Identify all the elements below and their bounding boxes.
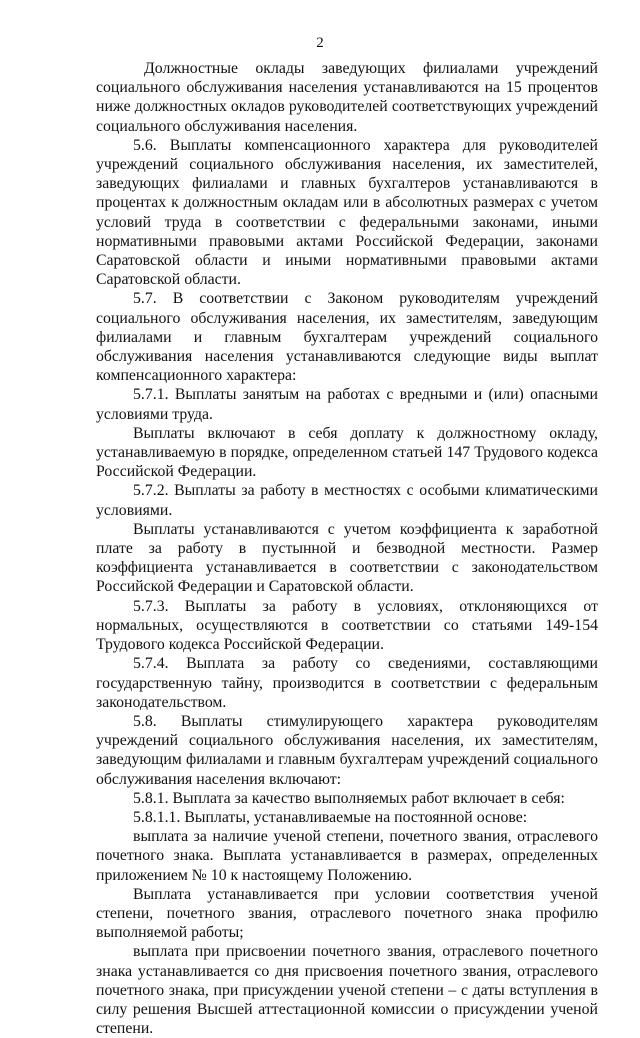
paragraph-5-6: 5.6. Выплаты компенсационного характера для руководителей учреждений социального обслуживания населения, их заместителей, заведующих филиалами и главных бухгалтеров устанавливаются в процентах к должностным окладам или в абсолютных размерах с учетом условий труда в соответствии с федеральными законами, иными нормативными правовыми актами Российской Федерации, законами Саратовской области и иными нормативными правовыми актами Саратовской области. [96,136,598,289]
paragraph-5-7-1: 5.7.1. Выплаты занятым на работах с вредными и (или) опасными условиями труда. [96,386,598,423]
paragraph: выплата при присвоении почетного звания, отраслевого почетного знака устанавливается со дня присвоения почетного звания, отраслевого почетного знака, при присуждении ученой степени – с даты вступления в силу решения Высшей аттестационной комиссии о присуждении ученой степени. [96,943,598,1038]
paragraph-5-8-1-1: 5.8.1.1. Выплаты, устанавливаемые на постоянной основе: [133,808,528,826]
paragraph-5-7-4: 5.7.4. Выплата за работу со сведениями, составляющими государственную тайну, производится в соответствии с федеральным законодательством. [96,655,598,711]
paragraph-5-8: 5.8. Выплаты стимулирующего характера руководителям учреждений социального обслуживания населения, их заместителям, заведующим филиалами и главным бухгалтерам учреждений социального обслуживания населения включают: [96,712,598,788]
paragraph: Выплаты устанавливаются с учетом коэффициента к заработной плате за работу в пустынной и безводной местности. Размер коэффициента устанавливается в соответствии с законодательством Российской Федерации и Саратовской области. [96,520,598,596]
page-number: 2 [316,35,324,51]
paragraph: Выплата устанавливается при условии соответствия ученой степени, почетного звания, отраслевого почетного знака профилю выполняемой работы; [96,885,598,942]
paragraph-5-7-3: 5.7.3. Выплаты за работу в условиях, отклоняющихся от нормальных, осуществляются в соответствии со статьями 149-154 Трудового кодекса Российской Федерации. [96,597,598,654]
paragraph-5-7-2: 5.7.2. Выплаты за работу в местностях с особыми климатическими условиями. [96,482,598,519]
paragraph-5-8-1: 5.8.1. Выплата за качество выполняемых работ включает в себя: [133,789,565,807]
document-body [96,59,598,1038]
paragraph: Выплаты включают в себя доплату к должностному окладу, устанавливаемую в порядке, определенном статьей 147 Трудового кодекса Российской Федерации. [96,424,598,481]
paragraph: выплата за наличие ученой степени, почетного звания, отраслевого почетного знака. Выплата устанавливается в размерах, определенных приложением № 10 к настоящему Положению. [96,828,598,884]
paragraph-5-7: 5.7. В соответствии с Законом руководителям учреждений социального обслуживания населения, их заместителям, заведующим филиалами и главным бухгалтерам учреждений социального обслуживания населения устанавливаются следующие виды выплат компенсационного характера: [96,290,598,385]
paragraph: Должностные оклады заведующих филиалами учреждений социального обслуживания населения устанавливаются на 15 процентов ниже должностных окладов руководителей соответствующих учреждений социального обслуживания населения. [96,60,598,135]
